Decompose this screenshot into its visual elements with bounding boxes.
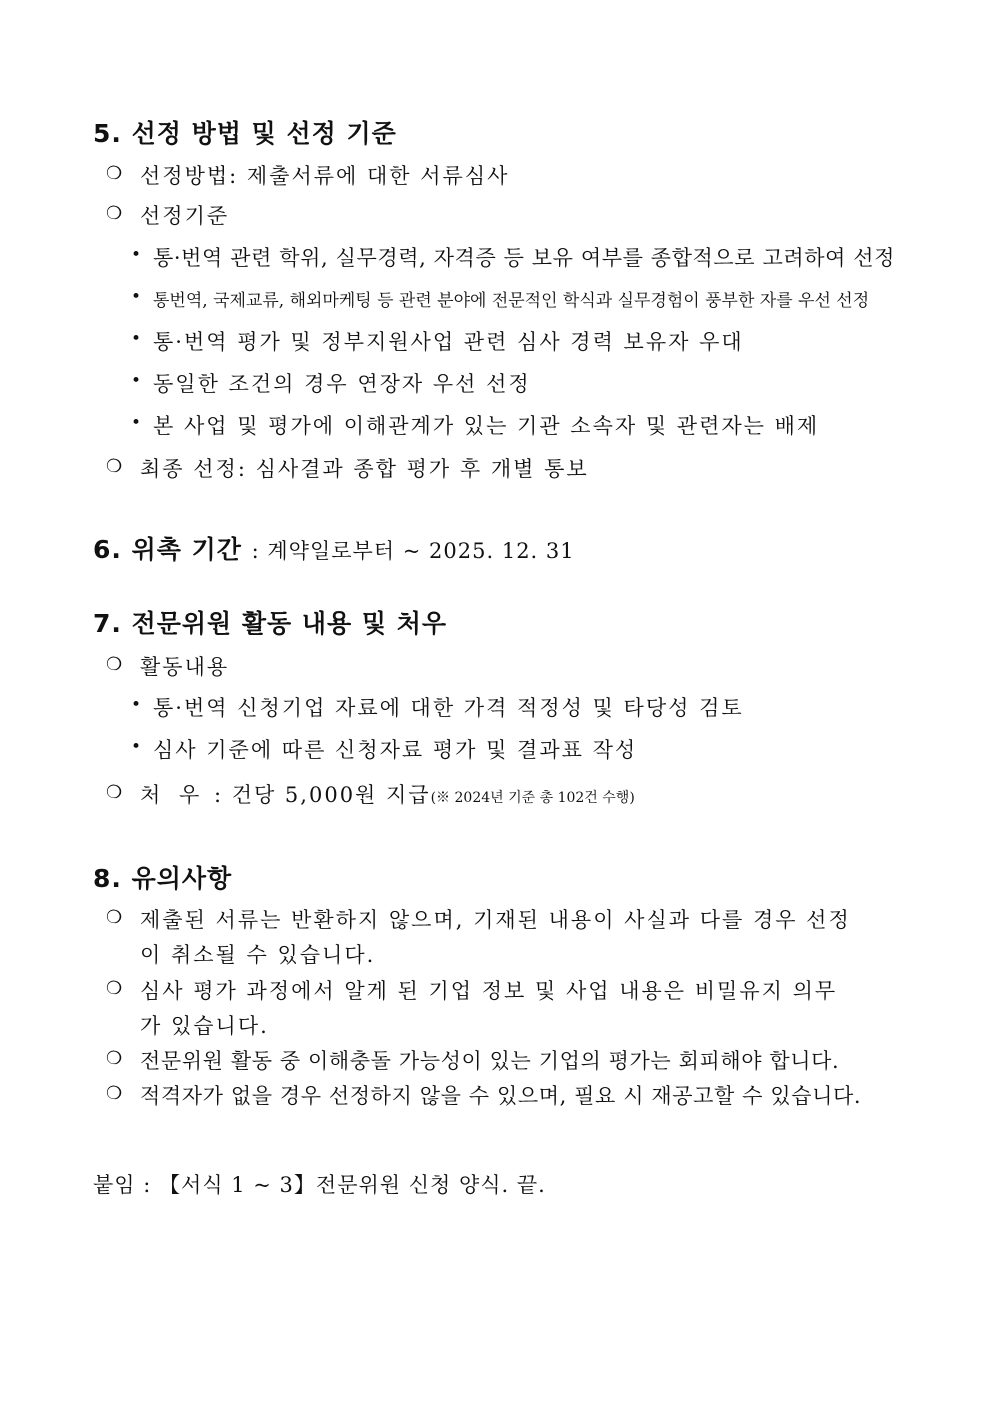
activity-item: 심사 기준에 따른 신청자료 평가 및 결과표 작성: [153, 738, 638, 762]
dot-bullet: •: [131, 413, 142, 433]
section-6-label: 6. 위촉 기간: [93, 535, 242, 564]
criteria-label: 선정기준: [140, 204, 230, 228]
dot-bullet: •: [131, 695, 142, 715]
dot-bullet: •: [131, 287, 142, 307]
circle-bullet: ❍: [106, 978, 123, 999]
circle-bullet: ❍: [106, 907, 123, 928]
treatment-line: [140, 779, 635, 809]
circle-bullet: ❍: [106, 782, 123, 803]
appointment-period: : 계약일로부터 ~ 2025. 12. 31: [251, 539, 575, 563]
treatment-note: (※ 2024년 기준 총 102건 수행): [430, 790, 635, 806]
treatment-label: 처 우: [140, 783, 206, 807]
section-8-title: 8. 유의사항: [93, 864, 233, 893]
dot-bullet: •: [131, 371, 142, 391]
circle-bullet: ❍: [106, 654, 123, 675]
section-6-title: [93, 530, 575, 566]
activity-item: 통·번역 신청기업 자료에 대한 가격 적정성 및 타당성 검토: [153, 696, 744, 720]
caution-item: 심사 평가 과정에서 알게 된 기업 정보 및 사업 내용은 비밀유지 의무: [140, 979, 838, 1003]
caution-item: 제출된 서류는 반환하지 않으며, 기재된 내용이 사실과 다를 경우 선정: [140, 908, 851, 932]
circle-bullet: ❍: [106, 456, 123, 477]
dot-bullet: •: [131, 737, 142, 757]
section-5-title: 5. 선정 방법 및 선정 기준: [93, 119, 397, 148]
attachment-line: 붙임 : 【서식 1 ~ 3】전문위원 신청 양식. 끝.: [93, 1173, 546, 1197]
criteria-item: 통·번역 관련 학위, 실무경력, 자격증 등 보유 여부를 종합적으로 고려하여 선정: [153, 246, 896, 270]
criteria-item: 동일한 조건의 경우 연장자 우선 선정: [153, 372, 531, 396]
activity-label: 활동내용: [140, 655, 230, 679]
caution-item-continued: 가 있습니다.: [140, 1014, 269, 1038]
caution-item: 적격자가 없을 경우 선정하지 않을 수 있으며, 필요 시 재공고할 수 있습니다.: [140, 1084, 862, 1108]
circle-bullet: ❍: [106, 203, 123, 224]
caution-item-continued: 이 취소될 수 있습니다.: [140, 943, 376, 967]
criteria-item: 통·번역 평가 및 정부지원사업 관련 심사 경력 보유자 우대: [153, 330, 744, 354]
dot-bullet: •: [131, 329, 142, 349]
criteria-item: 통번역, 국제교류, 해외마케팅 등 관련 분야에 전문적인 학식과 실무경험이 풍부한 자를 우선 선정: [153, 291, 870, 311]
section-7-title: 7. 전문위원 활동 내용 및 처우: [93, 609, 448, 638]
treatment-value: : 건당 5,000원 지급: [213, 783, 431, 807]
circle-bullet: ❍: [106, 1048, 123, 1069]
circle-bullet: ❍: [106, 1083, 123, 1104]
circle-bullet: ❍: [106, 163, 123, 184]
criteria-item: 본 사업 및 평가에 이해관계가 있는 기관 소속자 및 관련자는 배제: [153, 414, 820, 438]
caution-item: 전문위원 활동 중 이해충돌 가능성이 있는 기업의 평가는 회피해야 합니다.: [140, 1049, 840, 1073]
selection-method: 선정방법: 제출서류에 대한 서류심사: [140, 164, 510, 188]
dot-bullet: •: [131, 245, 142, 265]
final-selection: 최종 선정: 심사결과 종합 평가 후 개별 통보: [140, 457, 589, 481]
